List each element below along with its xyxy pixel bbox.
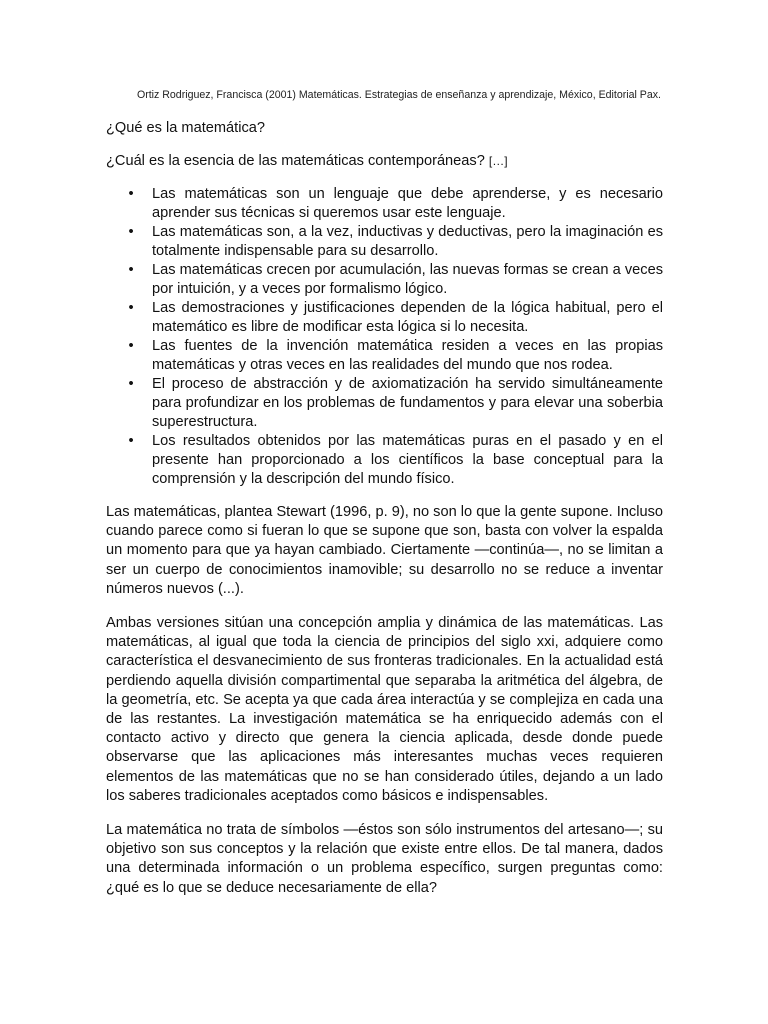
list-item xyxy=(128,261,663,299)
citation-header: Ortiz Rodriguez, Francisca (2001) Matemáticas. Estrategias de enseñanza y aprendizaje, México, Editorial Pax. xyxy=(136,89,661,101)
paragraph-symbols: La matemática no trata de símbolos —éstos son sólo instrumentos del artesano—; su objetivo son sus conceptos y la relación que existe entre ellos. De tal manera, dados una determinada información o un problema específico, surgen preguntas como: ¿qué es lo que se deduce necesariamente de ella? xyxy=(106,822,663,896)
list-item xyxy=(128,223,663,261)
list-item xyxy=(128,337,663,375)
bullet-icon: • xyxy=(128,224,134,240)
list-item-text: Las matemáticas crecen por acumulación, las nuevas formas se crean a veces por intuición, y a veces por formalismo lógico. xyxy=(152,262,663,297)
list-item-text: Las matemáticas son, a la vez, inductivas y deductivas, pero la imaginación es totalmente indispensable para su desarrollo. xyxy=(152,224,663,259)
list-item-text: Las demostraciones y justificaciones dependen de la lógica habitual, pero el matemático es libre de modificar esta lógica si lo necesita. xyxy=(152,300,663,335)
bullet-icon: • xyxy=(128,262,134,278)
list-item xyxy=(128,432,663,489)
bullet-icon: • xyxy=(128,300,134,316)
list-item xyxy=(128,375,663,432)
paragraph-stewart: Las matemáticas, plantea Stewart (1996, p. 9), no son lo que la gente supone. Incluso cuando parece como si fueran lo que se supone que son, basta con volver la espalda un momento para que ya hayan cambiado. Ciertamente —continúa—, no se limitan a ser un cuerpo de conocimientos inamovible; su desarrollo no se reduce a inventar números nuevos (...). xyxy=(106,504,663,597)
question-ellipsis: […] xyxy=(488,154,508,168)
list-item-text: Las matemáticas son un lenguaje que debe aprenderse, y es necesario aprender sus técnicas si queremos usar este lenguaje. xyxy=(152,186,663,221)
list-item xyxy=(128,299,663,337)
bullet-icon: • xyxy=(128,433,134,449)
question-heading-1 xyxy=(106,119,663,138)
bullet-icon: • xyxy=(128,376,134,392)
list-item xyxy=(128,185,663,223)
question-heading-2 xyxy=(106,152,663,171)
list-item-text: Las fuentes de la invención matemática residen a veces en las propias matemáticas y otras veces en las realidades del mundo que nos rodea. xyxy=(152,338,663,373)
bullet-icon: • xyxy=(128,338,134,354)
characteristics-list xyxy=(106,185,663,489)
question-text-1: ¿Qué es la matemática? xyxy=(106,120,265,136)
question-text-2: ¿Cuál es la esencia de las matemáticas contemporáneas? xyxy=(106,153,485,169)
bullet-icon: • xyxy=(128,186,134,202)
paragraph-versions: Ambas versiones sitúan una concepción amplia y dinámica de las matemáticas. Las matemáticas, al igual que toda la ciencia de principios del siglo xxi, adquiere como característica el desvanecimiento de sus fronteras tradicionales. En la actualidad está perdiendo aquella división compartimental que separaba la aritmética del álgebra, de la geometría, etc. Se acepta ya que cada área interactúa y se complejiza en cada una de las restantes. La investigación matemática se ha enriquecido además con el contacto activo y directo que genera la ciencia aplicada, desde donde puede observarse que las aplicaciones más interesantes muchas veces requieren elementos de las matemáticas que no se han considerado útiles, dejando a un lado los saberes tradicionales aceptados como básicos e indispensables. xyxy=(106,615,663,804)
list-item-text: Los resultados obtenidos por las matemáticas puras en el pasado y en el presente han proporcionado a los científicos la base conceptual para la comprensión y la descripción del mundo físico. xyxy=(152,433,663,487)
list-item-text: El proceso de abstracción y de axiomatización ha servido simultáneamente para profundizar en los problemas de fundamentos y para elevar una soberbia superestructura. xyxy=(152,376,663,430)
